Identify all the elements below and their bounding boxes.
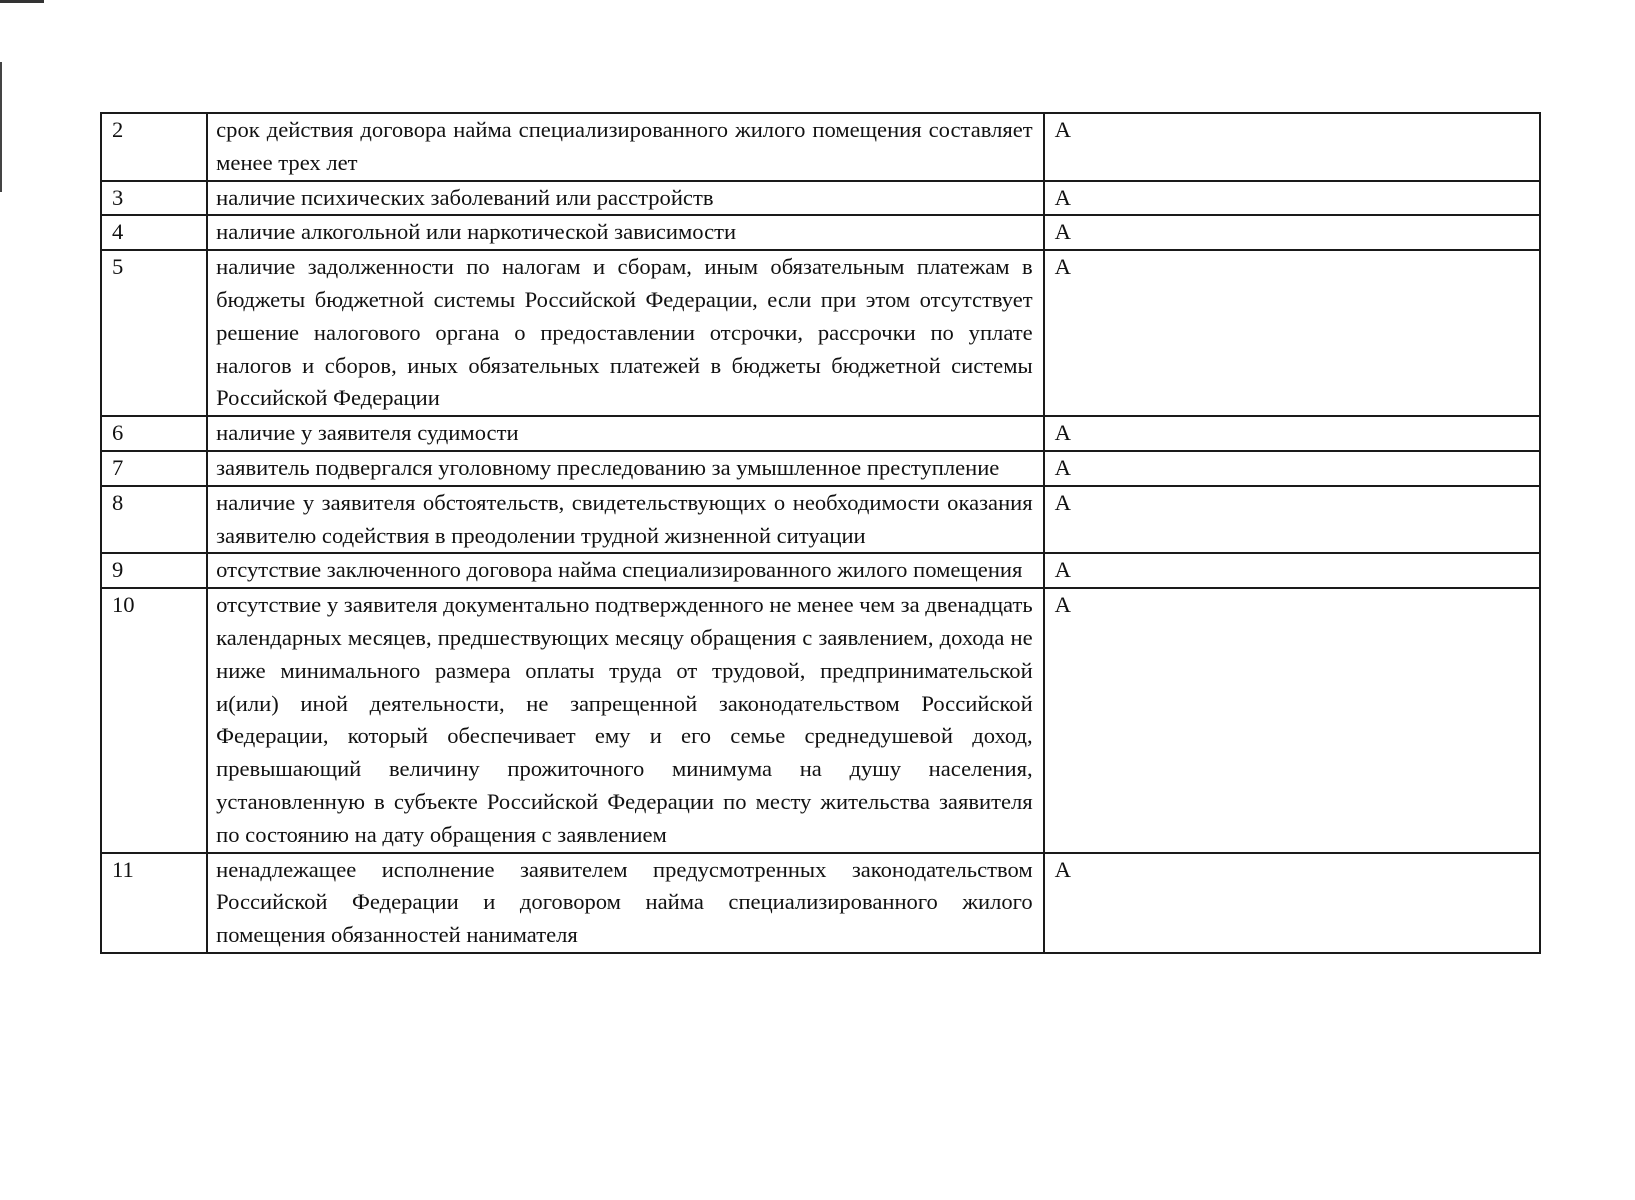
row-criterion: отсутствие у заявителя документально подтвержденного не менее чем за двенадцать календарных месяцев, предшествующих месяцу обращения с заявлением, дохода не ниже минимального размера оплаты труда от трудовой, предпринимательской и(или) иной деятельности, не запрещенной законодательством Российской Федерации, который обеспечивает ему и его семье среднедушевой доход, превышающий величину прожиточного минимума на душу населения, установленную в субъекте Российской Федерации по месту жительства заявителя по состоянию на дату обращения с заявлением	[207, 588, 1044, 852]
row-criterion: срок действия договора найма специализированного жилого помещения составляет менее трех лет	[207, 113, 1044, 181]
row-number: 9	[101, 553, 207, 588]
scan-edge-mark	[0, 62, 2, 192]
row-code: А	[1044, 181, 1540, 216]
table-row	[101, 553, 1540, 588]
table-row	[101, 250, 1540, 416]
row-code: А	[1044, 553, 1540, 588]
row-criterion: наличие у заявителя обстоятельств, свидетельствующих о необходимости оказания заявителю содействия в преодолении трудной жизненной ситуации	[207, 486, 1044, 554]
row-criterion: наличие у заявителя судимости	[207, 416, 1044, 451]
row-criterion: наличие задолженности по налогам и сборам, иным обязательным платежам в бюджеты бюджетной системы Российской Федерации, если при этом отсутствует решение налогового органа о предоставлении отсрочки, рассрочки по уплате налогов и сборов, иных обязательных платежей в бюджеты бюджетной системы Российской Федерации	[207, 250, 1044, 416]
criteria-table	[100, 112, 1541, 954]
row-criterion: заявитель подвергался уголовному преследованию за умышленное преступление	[207, 451, 1044, 486]
table-row	[101, 416, 1540, 451]
row-criterion: ненадлежащее исполнение заявителем предусмотренных законодательством Российской Федерации и договором найма специализированного жилого помещения обязанностей нанимателя	[207, 853, 1044, 953]
row-code: А	[1044, 486, 1540, 554]
table-row	[101, 486, 1540, 554]
table-row	[101, 588, 1540, 852]
row-code: А	[1044, 588, 1540, 852]
row-criterion: наличие психических заболеваний или расстройств	[207, 181, 1044, 216]
row-number: 7	[101, 451, 207, 486]
row-number: 4	[101, 215, 207, 250]
row-number: 11	[101, 853, 207, 953]
row-number: 5	[101, 250, 207, 416]
row-code: А	[1044, 416, 1540, 451]
table-row	[101, 853, 1540, 953]
table-row	[101, 113, 1540, 181]
table-row	[101, 215, 1540, 250]
table-row	[101, 181, 1540, 216]
row-number: 8	[101, 486, 207, 554]
row-code: А	[1044, 215, 1540, 250]
scan-edge-mark	[0, 0, 44, 3]
row-code: А	[1044, 451, 1540, 486]
row-code: А	[1044, 853, 1540, 953]
row-criterion: отсутствие заключенного договора найма специализированного жилого помещения	[207, 553, 1044, 588]
row-criterion: наличие алкогольной или наркотической зависимости	[207, 215, 1044, 250]
row-number: 2	[101, 113, 207, 181]
row-number: 10	[101, 588, 207, 852]
row-code: А	[1044, 250, 1540, 416]
row-number: 3	[101, 181, 207, 216]
row-code: А	[1044, 113, 1540, 181]
row-number: 6	[101, 416, 207, 451]
table-row	[101, 451, 1540, 486]
